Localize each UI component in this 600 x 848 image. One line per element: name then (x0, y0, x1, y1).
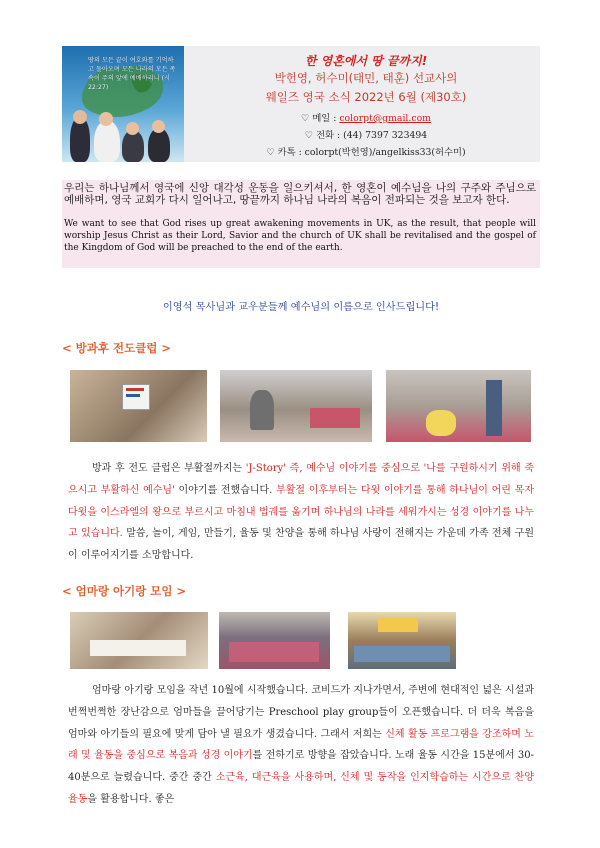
missionary-names: 박헌영, 허수미(태민, 태훈) 선교사의 (274, 71, 458, 85)
newsletter-logo (62, 46, 184, 162)
email-row (196, 110, 536, 124)
family-figure (73, 110, 87, 124)
family-figure (94, 120, 120, 162)
mom-baby-paragraph (68, 680, 534, 811)
highlight-text: 'J-Story' 즉, 예수님 이야기를 중심으로 '나를 구원하시기 위해 죽으시고 부활하신 예수님' (68, 463, 534, 496)
photo-detail (426, 410, 456, 436)
photo-mom-baby-1 (70, 612, 208, 669)
vision-english: We want to see that God rises up great awakening movements in UK, as the result, that people will worship Jesus Christ as their Lord, Savior and the church of UK shall be revitalised and the gospel of the Kingdom of God will be preached to the end of the earth. (64, 219, 536, 253)
text-span: 엄마랑 아기랑 모임을 작년 10월에 시작했습니다. 코비드가 지나가면서, 주변에 현대적인 넓은 시설과 번쩍번쩍한 장난감으로 엄마들을 끌어당기는 Preschool play group들이 오픈했습니다. 더 더욱 복음을 엄마와 아기들의 필요에 맞게 담아 낼 필요가 생겼습니다. 그래서 저희는 (68, 685, 534, 740)
afterschool-paragraph (68, 458, 534, 567)
highlight-text: 소근육, 대근육을 사용하며, 신체 및 동작을 인지학습하는 시간으로 찬양 율동 (68, 772, 534, 805)
family-figure (99, 112, 113, 126)
text-span: 을 활용합니다. 좋은 (87, 793, 175, 805)
photo-detail (90, 640, 186, 656)
photo-afterschool-2 (220, 370, 372, 442)
text-span: 말씀, 놀이, 게임, 만들기, 율동 및 찬양을 통해 하나님 사랑이 전해지는 가운데 가족 전체 구원이 이루어지기를 소망합니다. (68, 528, 534, 562)
highlight-text: 부활절 이후부터는 다윗 이야기를 통해 하나님이 어린 목자 다윗을 이스라엘의 왕으로 부르시고 마침내 법궤를 옮기며 하나님의 나라를 세워가시는 성경 이야기를 나누고 있습니다. (68, 484, 534, 540)
photo-afterschool-1 (70, 370, 207, 442)
photo-detail (250, 390, 274, 430)
family-figure (126, 122, 139, 135)
phone-row (196, 127, 536, 141)
phone-text: 전화 : (44) 7397 323494 (316, 130, 428, 141)
photo-afterschool-3 (386, 370, 531, 442)
text-span: 를 전하기로 방향을 잡았습니다. 노래 율동 시간을 15분에서 30-40분으로 늘렸습니다. 중간 중간 (68, 750, 535, 784)
issue-line: 웨일즈 영국 소식 2022년 6월 (제30호) (265, 90, 467, 104)
photo-mom-baby-2 (219, 612, 330, 669)
text-span: 이야기를 전했습니다. (174, 484, 277, 496)
newsletter-title: 한 영혼에서 땅 끝까지! (304, 54, 428, 68)
family-figure (152, 120, 165, 133)
heart-icon: ♡ (301, 113, 310, 124)
kakao-row (196, 144, 536, 158)
family-figure (148, 128, 170, 162)
heart-icon: ♡ (304, 130, 314, 141)
email-label: 메일 : (312, 113, 337, 124)
photo-detail (310, 408, 360, 428)
photo-detail (126, 388, 144, 391)
photo-mom-baby-3 (348, 612, 456, 669)
photo-detail (229, 642, 319, 662)
email-link[interactable]: colorpt@gmail.com (339, 113, 431, 124)
highlight-text: 신체 활동 프로그램을 강조하며 노래 및 율동을 중심으로 복음과 성경 이야기 (68, 728, 534, 762)
kakao-text: 카톡 : colorpt(박헌영)/angelkiss33(허수미) (277, 147, 466, 158)
photo-detail (126, 394, 140, 397)
heart-icon: ♡ (266, 147, 275, 158)
bible-verse: 땅의 모든 끝이 여호와를 기억하고 돌아오며 모든 나라의 모든 족속이 주의 앞에 예배하리니 (시 22:27) (88, 57, 176, 91)
section-heading-mom-baby: < 엄마랑 아기랑 모임 > (62, 584, 187, 598)
text-span: 방과 후 전도 클럽은 부활절까지는 (92, 463, 246, 474)
vision-korean: 우리는 하나님께서 영국에 신앙 대각성 운동을 일으키셔서, 한 영혼이 예수님을 나의 구주와 주님으로 예배하며, 영국 교회가 다시 일어나고, 땅끝까지 하나님 나라의 복음이 전파되는 것을 보고자 한다. (64, 182, 536, 206)
greeting: 이영석 목사님과 교우분들께 예수님의 이름으로 인사드립니다! (162, 302, 440, 313)
photo-detail (354, 646, 450, 662)
photo-detail (486, 380, 502, 436)
section-heading-afterschool: < 방과후 전도클럽 > (62, 341, 172, 355)
photo-detail (378, 618, 418, 632)
